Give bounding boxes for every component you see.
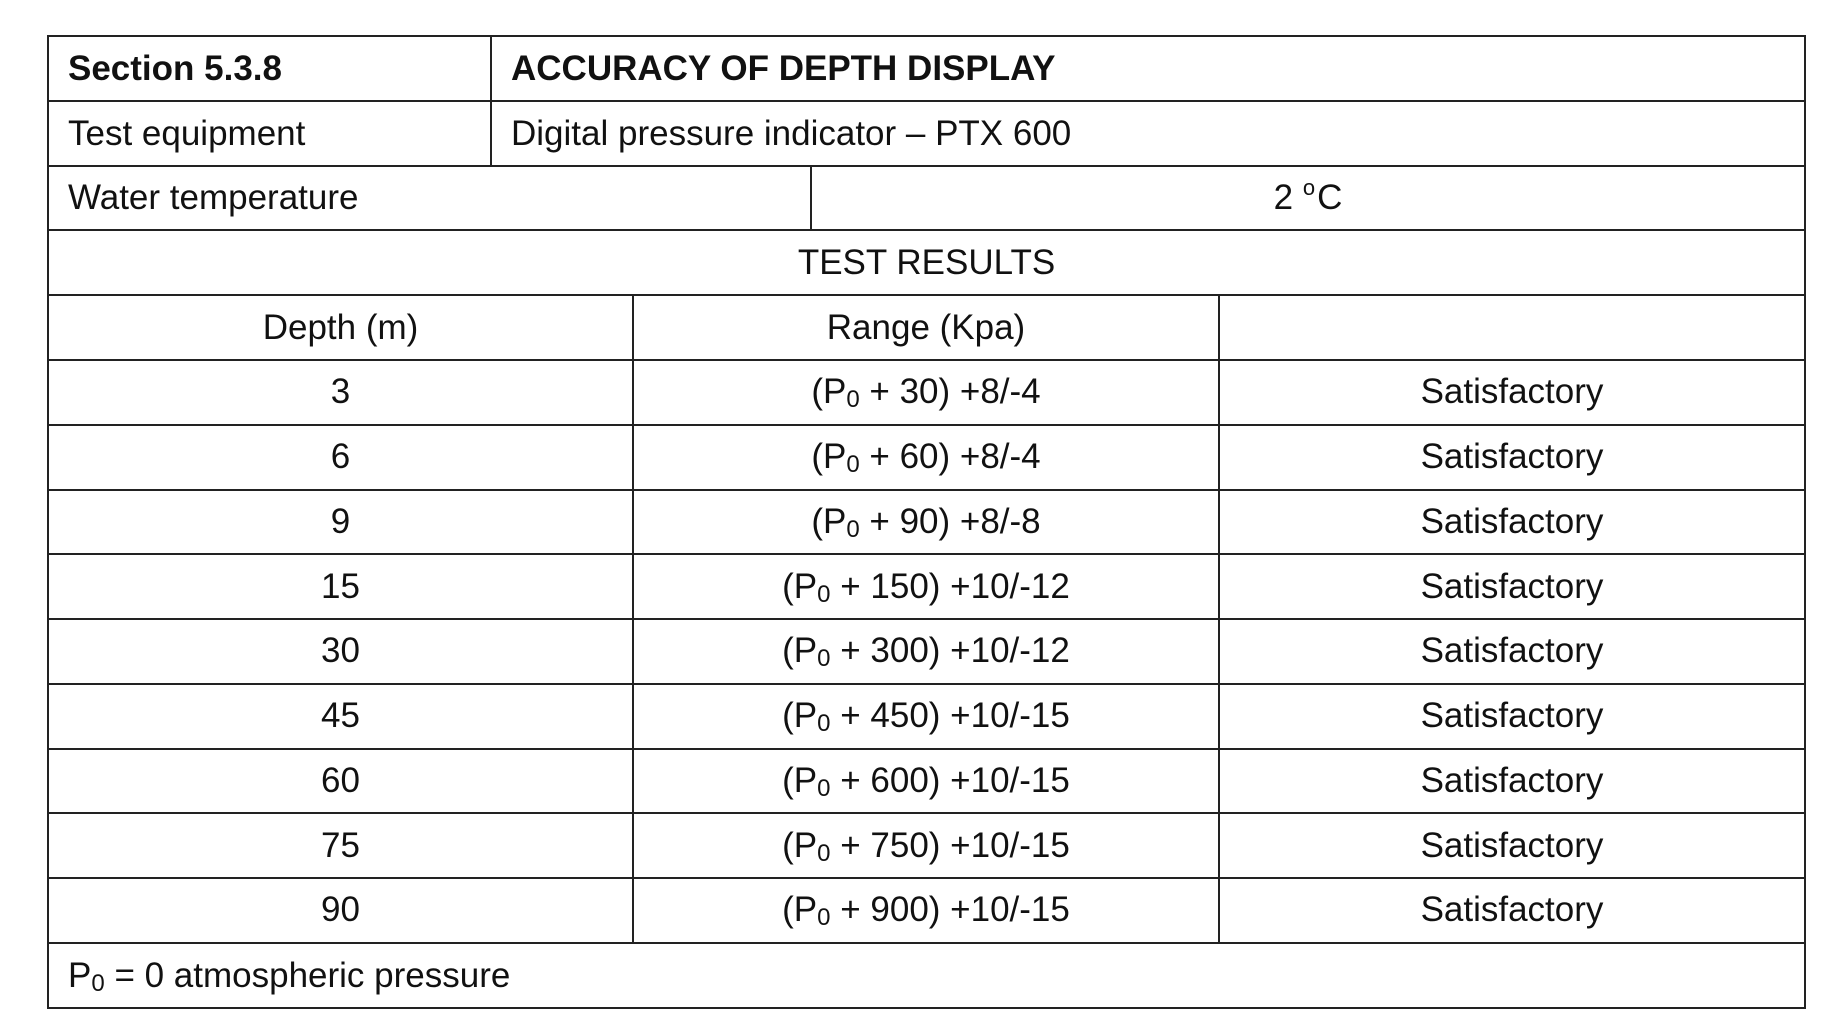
range-subscript: 0 bbox=[817, 580, 831, 608]
range-cell bbox=[634, 685, 1220, 748]
range-subscript: 0 bbox=[817, 774, 831, 802]
range-subscript: 0 bbox=[817, 904, 831, 932]
result-column-header bbox=[1220, 296, 1804, 359]
range-value: + 600) +10/-15 bbox=[830, 760, 1070, 800]
range-subscript: 0 bbox=[846, 515, 860, 543]
test-results-heading: TEST RESULTS bbox=[797, 242, 1056, 282]
range-p: P bbox=[822, 372, 847, 412]
range-p: P bbox=[793, 631, 818, 671]
column-header-row bbox=[49, 296, 1804, 361]
test-results-heading-row bbox=[49, 231, 1804, 296]
header-row bbox=[49, 37, 1804, 102]
temperature-unit: C bbox=[1317, 178, 1343, 217]
range-open-paren: ( bbox=[782, 566, 794, 606]
result-cell: Satisfactory bbox=[1420, 631, 1604, 671]
result-cell: Satisfactory bbox=[1420, 696, 1604, 736]
depth-cell: 6 bbox=[49, 426, 634, 489]
range-cell bbox=[634, 814, 1220, 877]
equipment-value: Digital pressure indicator – PTX 600 bbox=[511, 113, 1072, 153]
table-row bbox=[49, 361, 1804, 426]
water-temperature-value bbox=[812, 167, 1804, 229]
temperature-number: 2 bbox=[1273, 178, 1294, 217]
water-temperature-label: Water temperature bbox=[49, 167, 812, 229]
depth-cell: 3 bbox=[49, 361, 634, 424]
footnote-row bbox=[49, 944, 1804, 1007]
depth-cell: 75 bbox=[49, 814, 634, 877]
result-cell: Satisfactory bbox=[1420, 890, 1604, 930]
range-p: P bbox=[793, 825, 818, 865]
footnote-text: = 0 atmospheric pressure bbox=[104, 955, 511, 995]
equipment-row bbox=[49, 102, 1804, 167]
depth-accuracy-table bbox=[47, 35, 1806, 1009]
table-row bbox=[49, 620, 1804, 685]
range-value: + 30) +8/-4 bbox=[859, 372, 1041, 412]
table-row bbox=[49, 426, 1804, 491]
range-column-header: Range (Kpa) bbox=[634, 296, 1220, 359]
range-open-paren: ( bbox=[811, 372, 823, 412]
range-cell bbox=[634, 426, 1220, 489]
section-label: Section 5.3.8 bbox=[49, 37, 492, 100]
range-cell bbox=[634, 491, 1220, 554]
footnote-p: P bbox=[68, 955, 92, 995]
range-p: P bbox=[822, 437, 847, 477]
depth-cell: 30 bbox=[49, 620, 634, 683]
range-p: P bbox=[793, 566, 818, 606]
range-cell bbox=[634, 620, 1220, 683]
range-open-paren: ( bbox=[782, 696, 794, 736]
result-cell: Satisfactory bbox=[1420, 566, 1604, 606]
result-cell: Satisfactory bbox=[1420, 372, 1604, 412]
depth-column-header: Depth (m) bbox=[49, 296, 634, 359]
result-cell: Satisfactory bbox=[1420, 501, 1604, 541]
range-subscript: 0 bbox=[846, 386, 860, 414]
table-row bbox=[49, 491, 1804, 556]
table-row bbox=[49, 555, 1804, 620]
table-row bbox=[49, 879, 1804, 944]
range-value: + 450) +10/-15 bbox=[830, 696, 1070, 736]
degree-superscript: o bbox=[1302, 175, 1316, 200]
result-cell: Satisfactory bbox=[1420, 437, 1604, 477]
table-row bbox=[49, 750, 1804, 815]
depth-cell: 15 bbox=[49, 555, 634, 618]
range-open-paren: ( bbox=[782, 760, 794, 800]
range-subscript: 0 bbox=[817, 710, 831, 738]
range-open-paren: ( bbox=[782, 890, 794, 930]
equipment-label: Test equipment bbox=[49, 102, 492, 165]
depth-cell: 45 bbox=[49, 685, 634, 748]
range-cell bbox=[634, 750, 1220, 813]
range-value: + 300) +10/-12 bbox=[830, 631, 1070, 671]
water-temperature-row bbox=[49, 167, 1804, 231]
range-value: + 750) +10/-15 bbox=[830, 825, 1070, 865]
footnote bbox=[49, 944, 1804, 1007]
range-p: P bbox=[822, 501, 847, 541]
depth-cell: 60 bbox=[49, 750, 634, 813]
range-open-paren: ( bbox=[782, 631, 794, 671]
range-value: + 90) +8/-8 bbox=[859, 501, 1041, 541]
range-subscript: 0 bbox=[817, 645, 831, 673]
range-cell bbox=[634, 879, 1220, 942]
section-title: ACCURACY OF DEPTH DISPLAY bbox=[511, 48, 1056, 88]
range-open-paren: ( bbox=[782, 825, 794, 865]
range-value: + 900) +10/-15 bbox=[830, 890, 1070, 930]
range-subscript: 0 bbox=[817, 839, 831, 867]
range-subscript: 0 bbox=[846, 451, 860, 479]
range-cell bbox=[634, 555, 1220, 618]
range-p: P bbox=[793, 760, 818, 800]
depth-cell: 90 bbox=[49, 879, 634, 942]
table-row bbox=[49, 685, 1804, 750]
depth-cell: 9 bbox=[49, 491, 634, 554]
range-p: P bbox=[793, 696, 818, 736]
range-value: + 60) +8/-4 bbox=[859, 437, 1041, 477]
table-row bbox=[49, 814, 1804, 879]
footnote-subscript: 0 bbox=[91, 969, 105, 997]
range-open-paren: ( bbox=[811, 501, 823, 541]
range-open-paren: ( bbox=[811, 437, 823, 477]
range-cell bbox=[634, 361, 1220, 424]
range-value: + 150) +10/-12 bbox=[830, 566, 1070, 606]
result-cell: Satisfactory bbox=[1420, 760, 1604, 800]
range-p: P bbox=[793, 890, 818, 930]
result-cell: Satisfactory bbox=[1420, 825, 1604, 865]
